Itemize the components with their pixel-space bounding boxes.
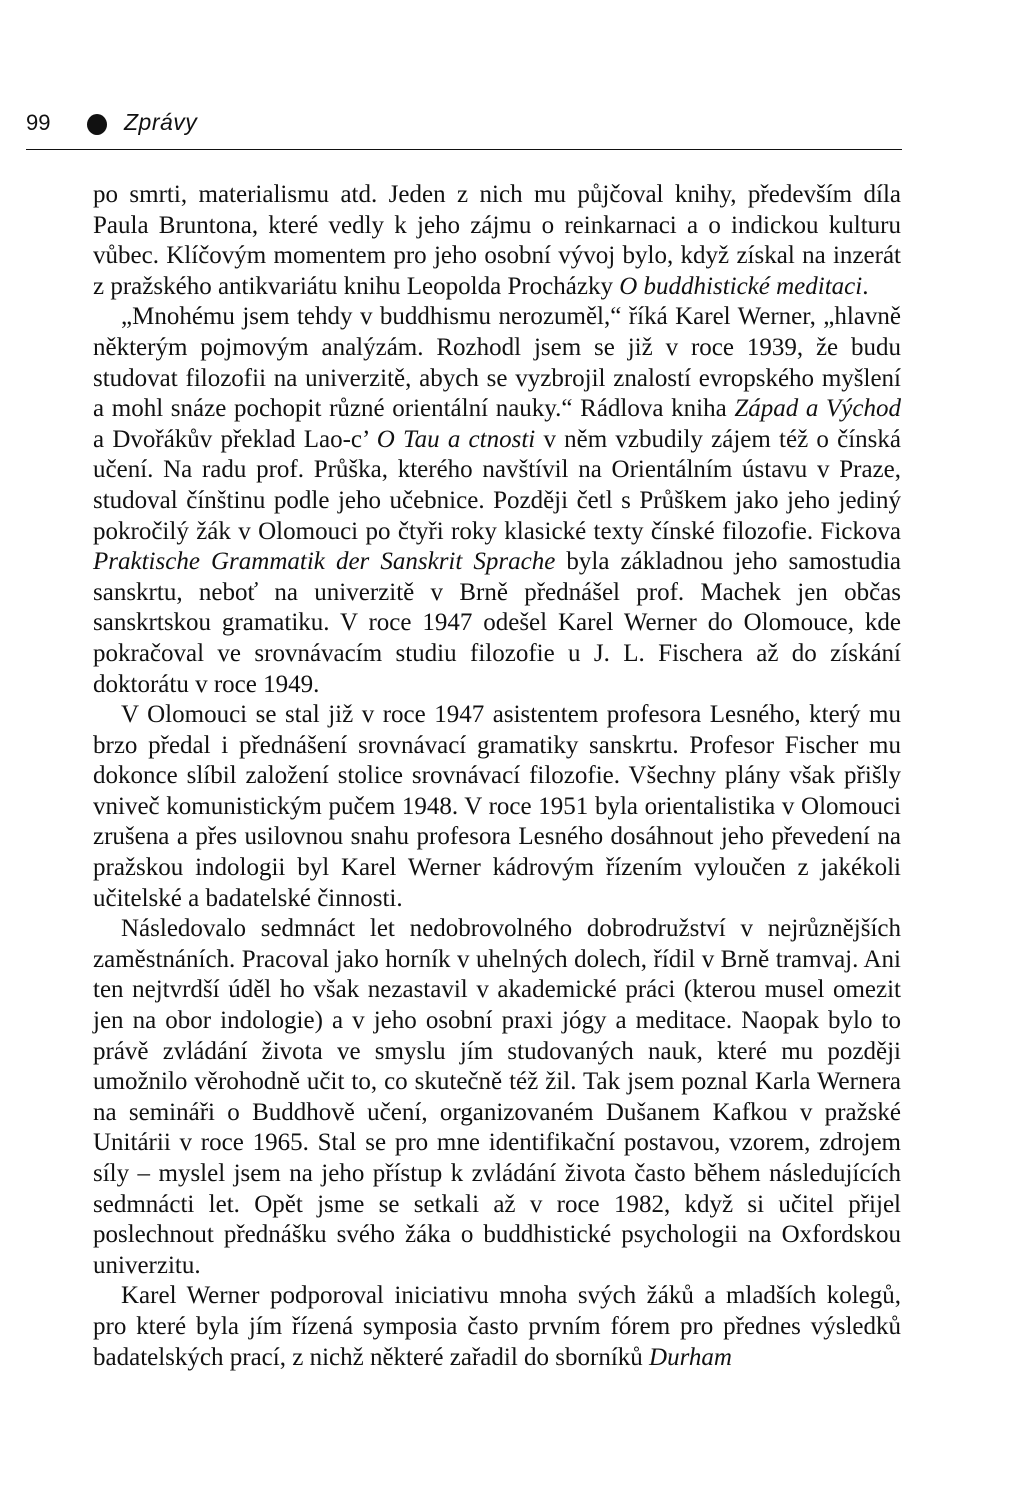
paragraph-4 [93, 914, 901, 1281]
page-number: 99 [26, 110, 51, 135]
text-segment: „Mnohému jsem tehdy v buddhismu nerozuměl,“ říká Karel Werner, „hlavně některým pojmovým analýzám. Rozhodl jsem se již v roce 1939, že budu studovat filozofii na univerzitě, abych se vyzbrojil znalostí evropského myšlení a mohl snáze pochopit různé orientální nauky.“ Rádlova kniha [93, 303, 901, 423]
running-header [26, 103, 902, 150]
bullet-icon [87, 114, 107, 135]
paragraph-1 [93, 180, 901, 302]
text-segment: Karel Werner podporoval iniciativu mnoha svých žáků a mladších kolegů, pro které byla jím řízená symposia často prvním fórem pro přednes výsledků badatelských prací, z nichž některé zařadil do sborníků [93, 1282, 901, 1371]
section-title: Zprávy [124, 109, 198, 135]
paragraph-2 [93, 302, 901, 700]
book-title-italic: Praktische Grammatik der Sanskrit Sprache [93, 548, 556, 576]
book-title-italic: Durham [649, 1343, 732, 1371]
paragraph-3 [93, 700, 901, 914]
text-segment: V Olomouci se stal již v roce 1947 asistentem profesora Lesného, který mu brzo předal i přednášení srovnávací gramatiky sanskrtu. Profesor Fischer mu dokonce slíbil založení stolice srovnávací filozofie. Všechny plány však přišly vniveč komunistickým pučem 1948. V roce 1951 byla orientalistika v Olomouci zrušena a přes usilovnou snahu profesora Lesného dosáhnout jeho převedení na pražskou indologii byl Karel Werner kádrovým řízením vyloučen z jakékoli učitelské a badatelské činnosti. [93, 701, 901, 912]
paragraph-5 [93, 1281, 901, 1373]
text-segment: v něm vzbudily zájem též o čínská učení. Na radu prof. Průška, kterého navštívil na Orientálním ústavu v Praze, studoval čínštinu podle jeho učebnice. Později četl s Průškem jako jeho jediný pokročilý žák v Olomouci po čtyři roky klasické texty čínské filozofie. Fickova [93, 425, 902, 545]
text-segment: byla základnou jeho samostudia sanskrtu, neboť na univerzitě v Brně přednášel prof. Machek jen občas sanskrtskou gramatiku. V roce 1947 odešel Karel Werner do Olomouce, kde pokračoval ve srovnávacím studiu filozofie u J. L. Fischera až do získání doktorátu v roce 1949. [93, 548, 902, 698]
book-title-italic: O buddhistické meditaci [619, 272, 863, 300]
text-segment: . [862, 272, 869, 300]
book-title-italic: O Tau a ctnosti [376, 425, 536, 453]
book-title-italic: Západ a Východ [734, 395, 901, 423]
text-segment: a Dvořákův překlad Lao-c’ [93, 425, 377, 453]
text-segment: po smrti, materialismu atd. Jeden z nich mu půjčoval knihy, především díla Paula Bruntona, které vedly k jeho zájmu o reinkarnaci a o indickou kulturu vůbec. Klíčovým momentem pro jeho osobní vývoj bylo, když získal na inzerát z pražského antikvariátu knihu Leopolda Procházky [93, 181, 901, 300]
article-body [93, 180, 901, 1373]
text-segment: Následovalo sedmnáct let nedobrovolného dobrodružství v nejrůznějších zaměstnáních. Pracoval jako horník v uhelných dolech, řídil v Brně tramvaj. Ani ten nejtvrdší úděl ho však nezastavil v akademické práci (kterou musel omezit jen na obor indologie) a v jeho osobní praxi jógy a meditace. Naopak bylo to právě zvládání života ve smyslu jím studovaných nauk, které mu později umožnilo věrohodně učit to, co skutečně též žil. Tak jsem poznal Karla Wernera na semináři o Buddhově učení, organizovaném Dušanem Kafkou v pražské Unitárii v roce 1965. Stal se pro mne identifikační postavou, vzorem, zdrojem síly – myslel jsem na jeho přístup k zvládání života často během následujících sedmnácti let. Opět jsme se setkali až v roce 1982, když si učitel přijel poslechnout přednášku svého žáka o buddhistické psychologii na Oxfordskou univerzitu. [93, 915, 901, 1279]
